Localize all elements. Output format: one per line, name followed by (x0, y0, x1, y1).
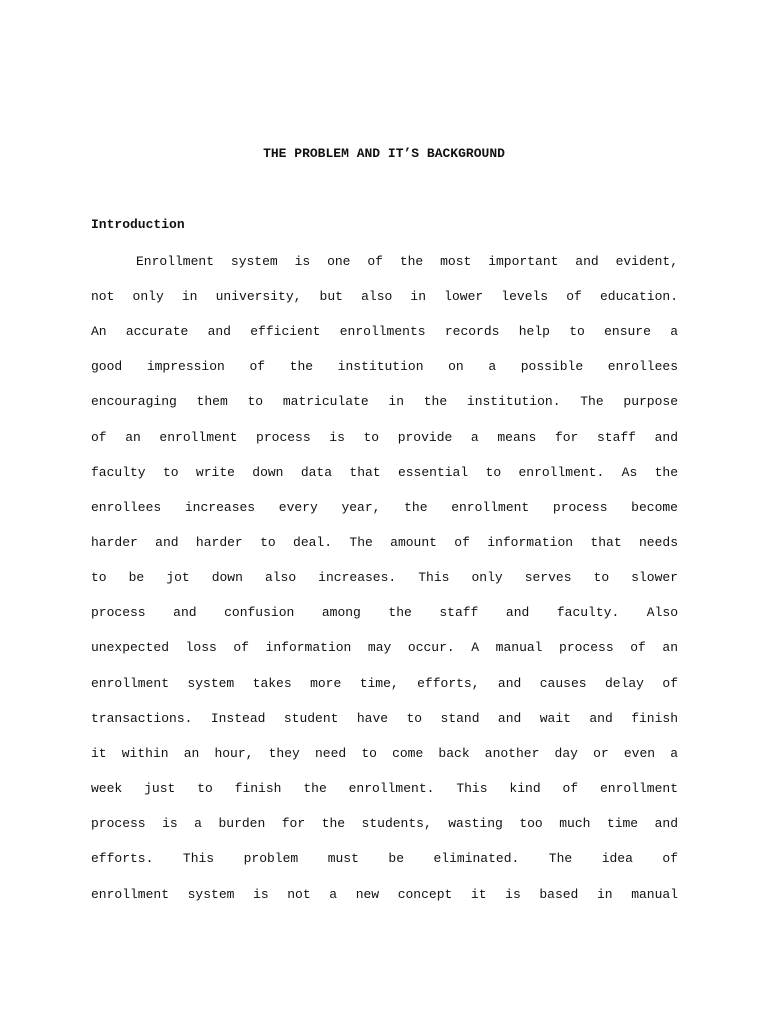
paragraph-line: of an enrollment process is to provide a means for staff and (91, 430, 678, 445)
paragraph-line: to be jot down also increases. This only serves to slower (91, 570, 678, 585)
paragraph-line: enrollees increases every year, the enrollment process become (91, 500, 678, 515)
paragraph-line: week just to finish the enrollment. This kind of enrollment (91, 781, 678, 796)
paragraph-line: Enrollment system is one of the most important and evident, (136, 254, 678, 269)
paragraph-line: enrollment system takes more time, efforts, and causes delay of (91, 676, 678, 691)
paragraph-line: harder and harder to deal. The amount of information that needs (91, 535, 678, 550)
paragraph-line: it within an hour, they need to come back another day or even a (91, 746, 678, 761)
paragraph-line: unexpected loss of information may occur. A manual process of an (91, 640, 678, 655)
paragraph-line: An accurate and efficient enrollments records help to ensure a (91, 324, 678, 339)
paragraph-line: process is a burden for the students, wasting too much time and (91, 816, 678, 831)
paragraph-line: good impression of the institution on a possible enrollees (91, 359, 678, 374)
paragraph-line: faculty to write down data that essential to enrollment. As the (91, 465, 678, 480)
paragraph-line: encouraging them to matriculate in the institution. The purpose (91, 394, 678, 409)
paragraph-line: not only in university, but also in lower levels of education. (91, 289, 678, 304)
paragraph-line: efforts. This problem must be eliminated. The idea of (91, 851, 678, 866)
paragraph-line: transactions. Instead student have to stand and wait and finish (91, 711, 678, 726)
paragraph-line: process and confusion among the staff and faculty. Also (91, 605, 678, 620)
document-title: THE PROBLEM AND IT’S BACKGROUND (263, 146, 505, 161)
paragraph-line: enrollment system is not a new concept it is based in manual (91, 887, 678, 902)
section-heading-introduction: Introduction (91, 217, 185, 232)
